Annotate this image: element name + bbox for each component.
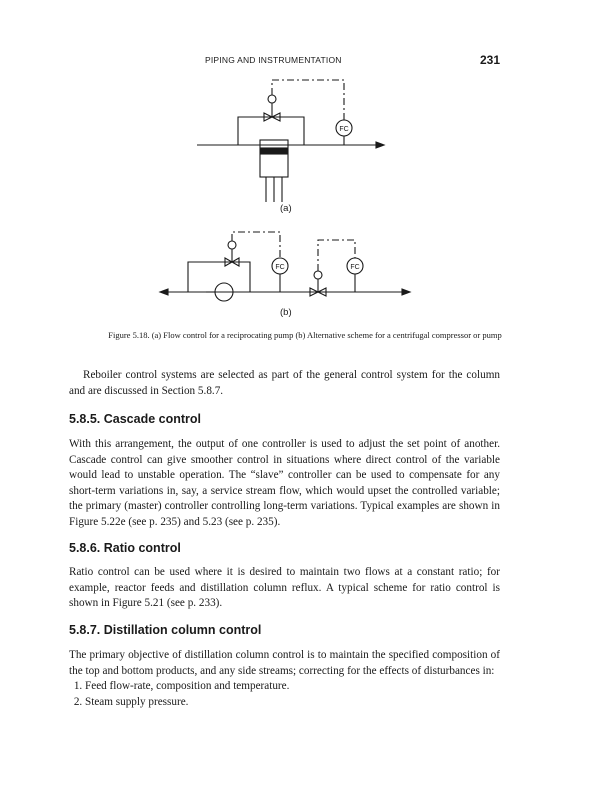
figure-b-diagram xyxy=(160,232,410,301)
figure-5-18 xyxy=(0,0,612,330)
section-text: The primary objective of distillation column control is to maintain the specified composition of the top and bottom products, and any side streams; correcting for the effects of disturbances in: xyxy=(69,649,500,677)
figure-label-b: (b) xyxy=(280,307,292,318)
section-body xyxy=(69,648,500,710)
intro-paragraph xyxy=(69,368,500,399)
section-heading: 5.8.5. Cascade control xyxy=(69,412,202,426)
disturbance-list xyxy=(69,679,500,710)
figure-a-diagram xyxy=(197,80,384,202)
figure-caption xyxy=(90,330,520,341)
figure-label-a: (a) xyxy=(280,203,292,214)
section-body xyxy=(69,565,500,612)
caption-prefix: Figure 5.18. xyxy=(108,330,150,340)
fc-label-b1: FC xyxy=(275,264,285,271)
fc-label-a: FC xyxy=(339,126,349,133)
page-number: 231 xyxy=(480,53,501,67)
list-item: 2. Steam supply pressure. xyxy=(85,695,500,711)
section-heading: 5.8.6. Ratio control xyxy=(69,541,181,555)
section-heading: 5.8.7. Distillation column control xyxy=(69,623,262,637)
list-item: 1. Feed flow-rate, composition and temperature. xyxy=(85,679,500,695)
intro-text: Reboiler control systems are selected as part of the general control system for the column and are discussed in Section 5.8.7. xyxy=(69,369,500,397)
section-text: Ratio control can be used where it is desired to maintain two flows at a constant ratio; for example, reactor feeds and distillation column reflux. A typical scheme for ratio control is shown in Figure 5.21 (see p. 233). xyxy=(69,566,500,610)
section-body xyxy=(69,437,500,531)
section-text: With this arrangement, the output of one controller is used to adjust the set point of another. Cascade control can give smoother control in situations where direct control of the variable would lead to unstable operation. The “slave” controller can be used to compensate for any short-term variations in, say, a service stream flow, which would upset the controlled variable; the primary (master) controller controlling long-term variations. Typical examples are shown in Figure 5.22e (see p. 235) and 5.23 (see p. 235). xyxy=(69,438,500,528)
running-title: PIPING AND INSTRUMENTATION xyxy=(205,55,342,65)
caption-text: (a) Flow control for a reciprocating pump (b) Alternative scheme for a centrifugal compressor or pump xyxy=(151,330,502,340)
fc-label-b2: FC xyxy=(350,264,360,271)
